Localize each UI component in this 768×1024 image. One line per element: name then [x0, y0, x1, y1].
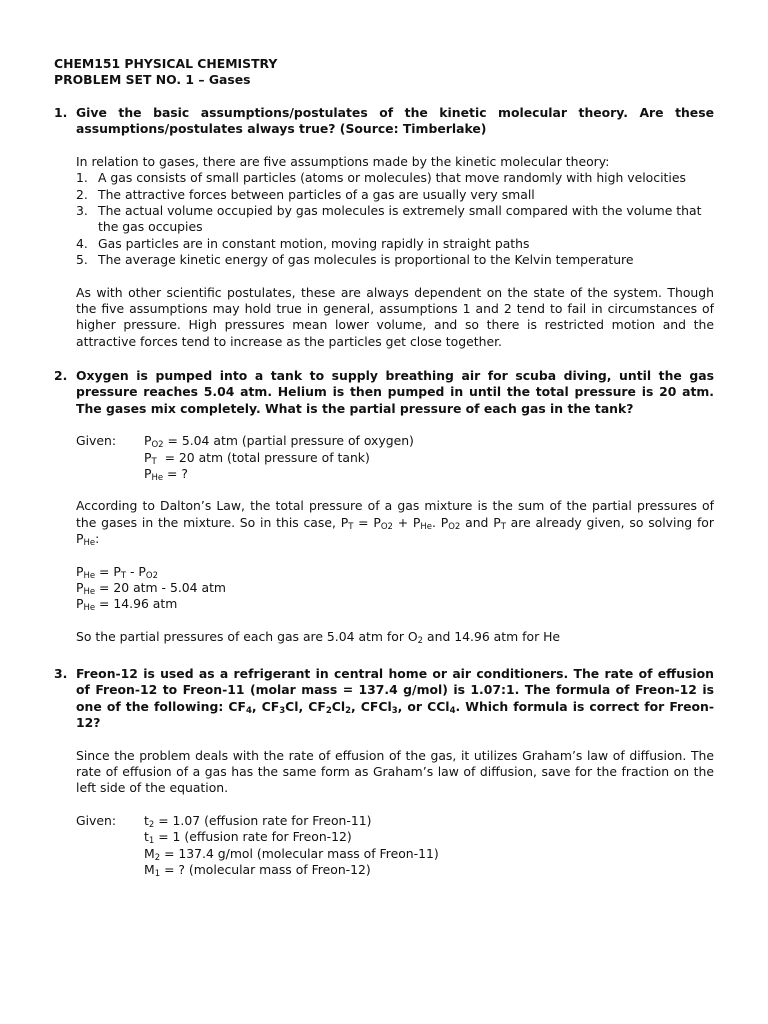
given-line: $P_{O2} = 5.04$ atm (partial pressure of oxygen) [144, 433, 414, 451]
answer-intro: In relation to gases, there are five assumptions made by the kinetic molecular theory: [76, 153, 610, 169]
dalton-explanation: According to Dalton’s Law, the total pressure of a gas mixture is the sum of the partial pressures of the gases in the mixture. So in this case, $P_T = P_{O2} + P_{He}$. $P_{O2}$ and $P_T$ are already given, so solving for $P_{He}$: [76, 498, 714, 549]
given-line: $t_2 = 1.07$ (effusion rate for Freon-11) [144, 812, 372, 830]
question-text: Freon-12 is used as a refrigerant in central home or air conditioners. The rate of effusion of Freon-12 to Freon-11 (molar mass = 137.4 g/mol) is 1.07:1. The formula of Freon-12 is one of the following: $CF_4$, $CF_3Cl$, $CF_2Cl_2$, CFCl$_3$, or CCl$_4$. Which formula is correct for Freon-12? [76, 666, 714, 731]
document-header [54, 56, 277, 89]
question-number: 1. [54, 105, 68, 120]
question-3 [54, 666, 714, 878]
assumptions-list [76, 170, 714, 268]
given-block [76, 433, 714, 482]
question-2-title [54, 368, 714, 417]
question-number: 2. [54, 368, 68, 383]
course-title: CHEM151 PHYSICAL CHEMISTRY [54, 56, 278, 71]
question-text: Give the basic assumptions/postulates of the kinetic molecular theory. Are these assumptions/postulates always true? (Source: Timberlake) [76, 105, 714, 137]
given-label: Given: [76, 812, 117, 828]
list-item: 4. Gas particles are in constant motion, moving rapidly in straight paths [76, 235, 530, 251]
given-line: $M_1$ = ? (molecular mass of Freon-12) [144, 862, 371, 880]
given-label: Given: [76, 433, 117, 449]
question-number: 3. [54, 666, 68, 681]
question-1 [54, 105, 714, 350]
question-1-answer [76, 154, 714, 350]
solution-steps [76, 564, 714, 613]
given-values [144, 433, 414, 482]
given-line: $P_{He}$ = ? [144, 466, 188, 484]
given-line: $P_T = 20$ atm (total pressure of tank) [144, 449, 370, 467]
given-values [144, 813, 439, 879]
given-line: $t_1 = 1$ (effusion rate for Freon-12) [144, 829, 352, 847]
question-2-answer [76, 433, 714, 645]
list-item: 3. The actual volume occupied by gas molecules is extremely small compared with the volume that the gas occupies [76, 203, 702, 235]
problem-set-title: PROBLEM SET NO. 1 – Gases [54, 72, 251, 88]
given-line: $M_2 = 137.4$ g/mol (molecular mass of Freon-11) [144, 845, 439, 863]
given-block [76, 813, 714, 879]
list-item: 1. A gas consists of small particles (atoms or molecules) that move randomly with high velocities [76, 170, 686, 186]
list-item: 5. The average kinetic energy of gas molecules is proportional to the Kelvin temperature [76, 252, 634, 268]
question-1-title [54, 105, 714, 138]
solution-line: $P_{He} = 14.96$ atm [76, 596, 178, 614]
question-text: Oxygen is pumped into a tank to supply breathing air for scuba diving, until the gas pressure reaches 5.04 atm. Helium is then pumped in until the total pressure is 20 atm. The gases mix completely. What is the partial pressure of each gas in the tank? [76, 368, 714, 416]
list-item: 2. The attractive forces between particles of a gas are usually very small [76, 186, 535, 202]
solution-line: $P_{He} = 20$ atm - 5.04 atm [76, 580, 226, 598]
question-3-title [54, 666, 714, 732]
solution-line: $P_{He} = P_T - P_{O2}$ [76, 563, 158, 581]
answer-intro: Since the problem deals with the rate of effusion of the gas, it utilizes Graham’s law of diffusion. The rate of effusion of a gas has the same form as Graham’s law of diffusion, save for the fraction on the left side of the equation. [76, 747, 714, 796]
question-3-answer [76, 748, 714, 879]
answer-conclusion: As with other scientific postulates, these are always dependent on the state of the system. Though the five assumptions may hold true in general, assumptions 1 and 2 tend to fail in circumstances of higher pressure. High pressures mean lower volume, and so there is restricted motion and the attractive forces tend to increase as the particles get close together. [76, 284, 714, 349]
question-2 [54, 368, 714, 645]
final-answer: So the partial pressures of each gas are 5.04 atm for $O_2$ and 14.96 atm for He [76, 628, 561, 646]
